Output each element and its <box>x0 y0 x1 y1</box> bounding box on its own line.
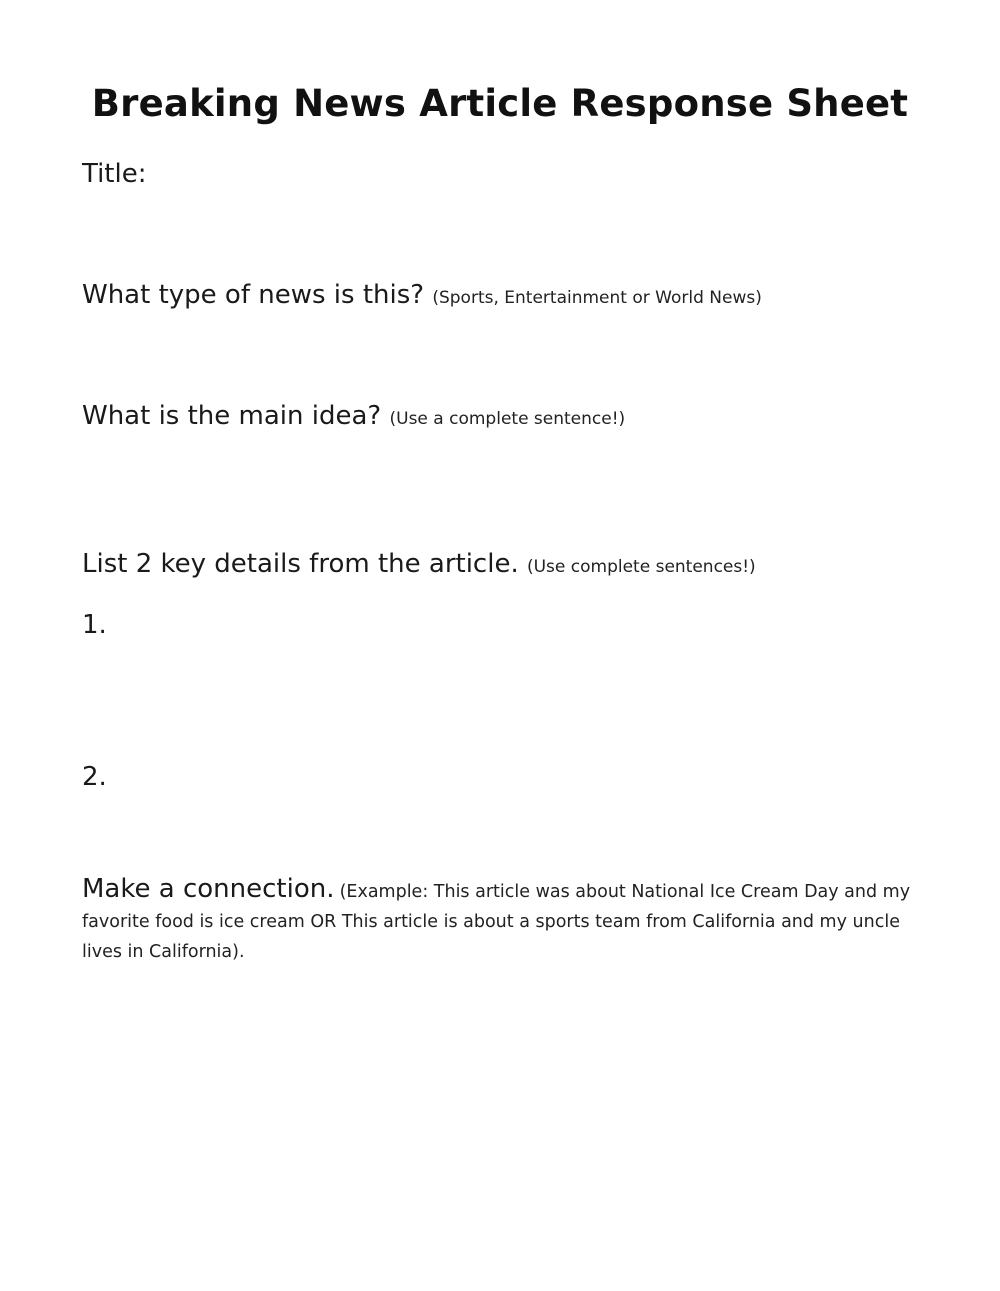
key-details-prompt: List 2 key details from the article. <box>82 549 519 579</box>
news-type-prompt: What type of news is this? <box>82 280 425 310</box>
news-type-hint: (Sports, Entertainment or World News) <box>432 288 762 308</box>
key-details-question <box>82 548 922 582</box>
connection-hint: (Example: This article was about National Ice Cream Day and my favorite food is ice cream OR This article is about a sports team from California and my uncle lives in California). <box>82 882 911 962</box>
key-details-hint: (Use complete sentences!) <box>526 557 756 577</box>
key-detail-number-1: 1. <box>82 610 107 640</box>
main-idea-question <box>82 400 922 434</box>
key-detail-2-answer-area[interactable] <box>82 800 922 866</box>
page-title: Breaking News Article Response Sheet <box>91 82 909 125</box>
title-prompt: Title: <box>82 159 147 189</box>
main-idea-answer-area[interactable] <box>82 440 922 540</box>
news-type-question <box>82 279 922 313</box>
news-type-answer-area[interactable] <box>82 318 922 398</box>
connection-answer-area[interactable] <box>82 975 922 1255</box>
main-idea-hint: (Use a complete sentence!) <box>389 409 626 429</box>
connection-prompt: Make a connection. <box>82 874 335 904</box>
key-detail-1-answer-area[interactable] <box>82 648 922 748</box>
key-detail-number-2: 2. <box>82 762 107 792</box>
title-answer-area[interactable] <box>82 196 922 276</box>
main-idea-prompt: What is the main idea? <box>82 401 382 431</box>
connection-question <box>82 874 922 967</box>
